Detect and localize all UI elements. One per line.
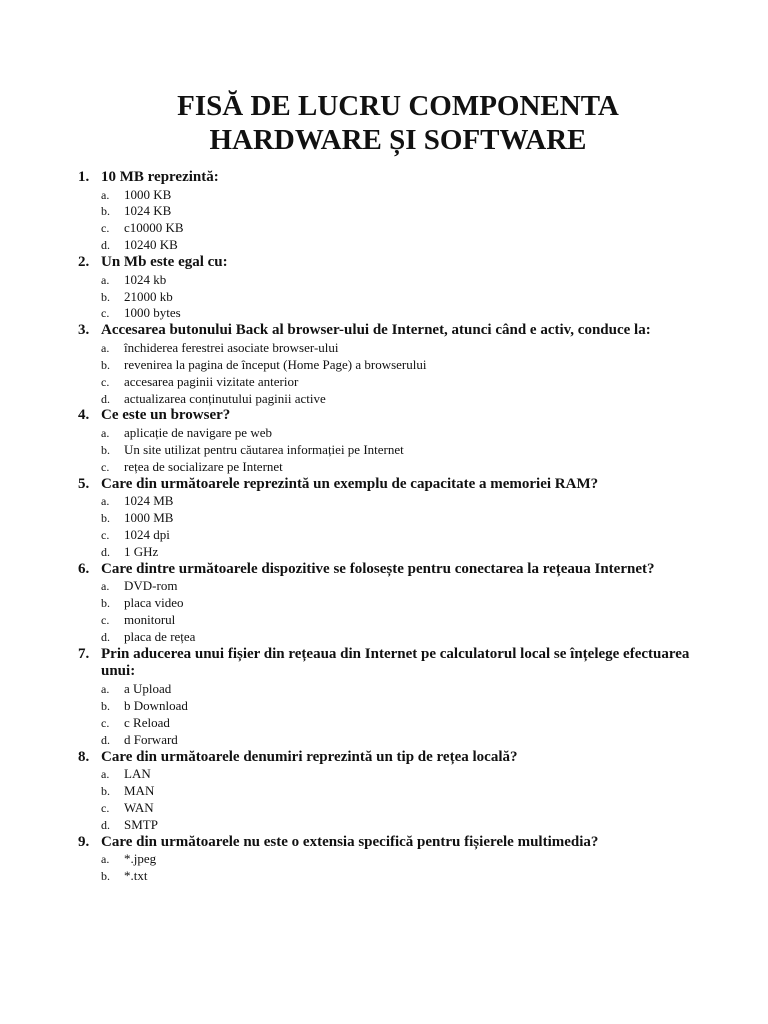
option-letter: c. [101,221,110,236]
question-list [78,169,708,885]
answer-option [101,442,708,459]
answer-option [101,732,708,749]
answer-option [101,493,708,510]
answer-option [101,289,708,306]
option-letter: d. [101,630,110,645]
answer-option [101,374,708,391]
answer-option [101,340,708,357]
answer-option [101,220,708,237]
answer-option [101,851,708,868]
question-item [78,646,708,749]
option-letter: a. [101,681,110,696]
page-title [78,89,708,157]
option-text: c Reload [124,714,170,730]
answer-option [101,459,708,476]
option-letter: a. [101,425,110,440]
question-number: 6. [78,560,90,577]
question-number: 3. [78,322,90,339]
option-text: d Forward [124,731,178,747]
question-number: 9. [78,833,90,850]
option-letter: d. [101,391,110,406]
option-text: 21000 kb [124,288,173,304]
question-text: Care din următoarele nu este o extensia specifică pentru fișierele multimedia? [101,833,599,850]
option-letter: b. [101,442,110,457]
question-number: 5. [78,475,90,492]
answer-options [101,851,708,885]
answer-option [101,425,708,442]
option-letter: d. [101,238,110,253]
answer-option [101,629,708,646]
answer-option [101,305,708,322]
option-letter: b. [101,289,110,304]
question-item [78,407,708,475]
answer-option [101,578,708,595]
option-text: DVD-rom [124,578,178,594]
option-letter: a. [101,852,110,867]
question-text: Accesarea butonului Back al browser-ului de Internet, atunci când e activ, conduce la: [101,322,651,339]
question-text: Ce este un browser? [101,407,231,424]
option-letter: c. [101,374,110,389]
option-letter: a. [101,272,110,287]
option-letter: c. [101,459,110,474]
option-text: 1000 KB [124,186,172,202]
question-item [78,834,708,885]
title-line-1: FISĂ DE LUCRU COMPONENTA [177,90,619,122]
option-text: 10240 KB [124,237,178,253]
option-text: c10000 KB [124,220,184,236]
option-letter: d. [101,732,110,747]
answer-option [101,817,708,834]
answer-option [101,698,708,715]
answer-option [101,527,708,544]
option-text: monitorul [124,612,176,628]
answer-options [101,766,708,834]
option-letter: c. [101,306,110,321]
answer-option [101,510,708,527]
answer-option [101,595,708,612]
option-letter: a. [101,187,110,202]
option-text: aplicație de navigare pe web [124,424,272,440]
option-text: WAN [124,799,154,815]
option-text: placa de rețea [124,629,196,645]
answer-option [101,544,708,561]
option-letter: b. [101,357,110,372]
question-text: 10 MB reprezintă: [101,169,219,185]
option-text: accesarea paginii vizitate anterior [124,373,299,389]
option-text: revenirea la pagina de început (Home Page) a browserului [124,356,427,372]
answer-option [101,783,708,800]
option-text: *.txt [124,868,148,884]
option-text: 1 GHz [124,543,159,559]
option-text: 1000 bytes [124,305,181,321]
question-number: 1. [78,169,90,185]
answer-option [101,391,708,408]
option-text: 1024 KB [124,203,172,219]
question-item [78,322,708,407]
option-letter: c. [101,800,110,815]
option-letter: b. [101,783,110,798]
question-item [78,476,708,561]
option-text: Un site utilizat pentru căutarea informației pe Internet [124,441,404,457]
option-text: 1024 dpi [124,527,170,542]
option-text: MAN [124,782,155,798]
answer-options [101,493,708,561]
option-text: 1024 MB [124,493,174,509]
option-letter: b. [101,204,110,219]
answer-option [101,203,708,220]
answer-options [101,578,708,646]
option-text: actualizarea conținutului paginii active [124,390,326,406]
answer-option [101,868,708,885]
question-number: 2. [78,254,90,271]
option-letter: c. [101,528,110,542]
option-letter: d. [101,544,110,559]
title-line-2: HARDWARE ȘI SOFTWARE [209,124,587,156]
answer-options [101,187,708,255]
option-text: 1000 MB [124,510,174,526]
answer-option [101,237,708,254]
question-text: Prin aducerea unui fișier din rețeaua din Internet pe calculatorul local se înțelege efectuarea unui: [101,645,690,680]
answer-option [101,187,708,204]
option-letter: b. [101,698,110,713]
question-text: Un Mb este egal cu: [101,254,228,271]
option-letter: b. [101,511,110,526]
answer-option [101,766,708,783]
option-letter: a. [101,767,110,782]
answer-options [101,340,708,408]
option-text: LAN [124,766,151,782]
option-text: rețea de socializare pe Internet [124,458,283,474]
option-text: *.jpeg [124,851,157,867]
answer-option [101,612,708,629]
question-number: 4. [78,407,90,424]
option-letter: a. [101,494,110,509]
answer-option [101,272,708,289]
answer-options [101,272,708,323]
option-letter: c. [101,715,110,730]
option-text: închiderea ferestrei asociate browser-ului [124,339,339,355]
answer-option [101,357,708,374]
option-letter: c. [101,613,110,628]
option-text: placa video [124,595,184,611]
question-item [78,561,708,646]
answer-option [101,681,708,698]
option-letter: a. [101,579,110,594]
question-text: Care din următoarele reprezintă un exemplu de capacitate a memoriei RAM? [101,475,599,492]
answer-options [101,681,708,749]
question-number: 8. [78,748,90,765]
answer-option [101,800,708,817]
answer-option [101,715,708,732]
option-text: a Upload [124,680,172,696]
option-letter: b. [101,869,110,884]
option-letter: a. [101,340,110,355]
question-item [78,749,708,834]
option-text: 1024 kb [124,271,167,287]
option-letter: d. [101,817,110,832]
option-text: SMTP [124,816,158,832]
question-item [78,254,708,322]
question-item [78,169,708,254]
question-text: Care dintre următoarele dispozitive se folosește pentru conectarea la rețeaua Internet? [101,560,655,577]
option-text: b Download [124,697,188,713]
question-text: Care din următoarele denumiri reprezintă un tip de rețea locală? [101,748,518,765]
question-number: 7. [78,645,90,662]
option-letter: b. [101,596,110,611]
answer-options [101,425,708,476]
